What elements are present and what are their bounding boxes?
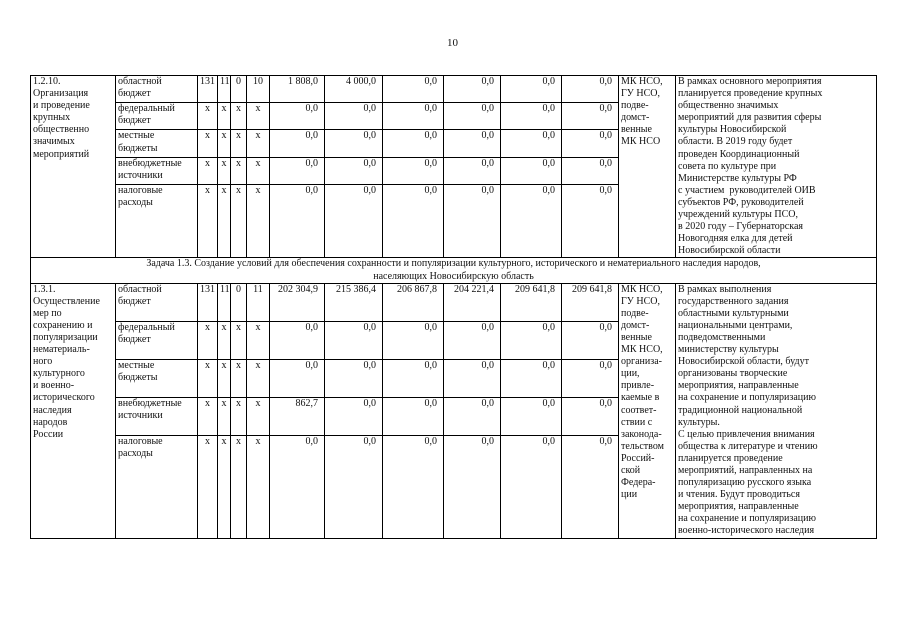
code-pr: x: [231, 184, 247, 258]
amount-y6: 0,0: [562, 321, 619, 359]
code-grbs: x: [198, 130, 218, 157]
funding-source: внебюджетные источники: [116, 157, 198, 184]
funding-source: налоговые расходы: [116, 184, 198, 258]
code-rz: 11: [218, 283, 231, 321]
amount-y1: 0,0: [270, 321, 325, 359]
code-grbs: x: [198, 397, 218, 435]
amount-y2: 0,0: [325, 359, 383, 397]
funding-source: областной бюджет: [116, 76, 198, 103]
amount-y2: 0,0: [325, 184, 383, 258]
code-grbs: x: [198, 157, 218, 184]
amount-y2: 0,0: [325, 321, 383, 359]
amount-y6: 0,0: [562, 359, 619, 397]
code-grbs: 131: [198, 283, 218, 321]
amount-y4: 0,0: [444, 157, 501, 184]
amount-y3: 0,0: [383, 321, 444, 359]
amount-y2: 0,0: [325, 103, 383, 130]
amount-y2: 0,0: [325, 397, 383, 435]
executor: МК НСО, ГУ НСО, подве- домст- венные МК НСО: [619, 76, 676, 258]
code-rz: 11: [218, 76, 231, 103]
executor: МК НСО, ГУ НСО, подве- домст- венные МК НСО, организа- ции, привле- каемые в соответ- ствии с законода- тельством Россий- ской Федера- ции: [619, 283, 676, 538]
funding-source: внебюджетные источники: [116, 397, 198, 435]
code-rz: x: [218, 130, 231, 157]
code-pr: 0: [231, 76, 247, 103]
amount-y3: 0,0: [383, 359, 444, 397]
amount-y6: 0,0: [562, 184, 619, 258]
code-pr: x: [231, 435, 247, 538]
code-pr: x: [231, 359, 247, 397]
amount-y1: 1 808,0: [270, 76, 325, 103]
funding-source: местные бюджеты: [116, 359, 198, 397]
amount-y6: 0,0: [562, 435, 619, 538]
amount-y5: 209 641,8: [501, 283, 562, 321]
code-csr: x: [247, 321, 270, 359]
code-csr: x: [247, 103, 270, 130]
code-grbs: 131: [198, 76, 218, 103]
code-pr: x: [231, 157, 247, 184]
amount-y3: 0,0: [383, 130, 444, 157]
program-table: [30, 75, 877, 539]
amount-y1: 0,0: [270, 103, 325, 130]
task-block: [31, 258, 877, 283]
amount-y4: 0,0: [444, 184, 501, 258]
code-csr: x: [247, 130, 270, 157]
code-rz: x: [218, 435, 231, 538]
code-rz: x: [218, 157, 231, 184]
amount-y5: 0,0: [501, 130, 562, 157]
funding-source: федеральный бюджет: [116, 103, 198, 130]
expected-result: В рамках выполнения государственного задания областными культурными национальными центрами, подведомственными министерству культуры Новосибирской области, будут организованы творческие мероприятия, направленные на сохранение и популяризацию традиционной национальной культуры. С целью привлечения внимания общества к литературе и чтению планируется проведение мероприятий, направленных на популяризацию русского языка и чтения. Будут проводиться мероприятия, направленные на сохранение и популяризацию военно-исторического наследия: [676, 283, 877, 538]
code-rz: x: [218, 103, 231, 130]
funding-source: налоговые расходы: [116, 435, 198, 538]
code-rz: x: [218, 359, 231, 397]
amount-y6: 0,0: [562, 397, 619, 435]
amount-y1: 862,7: [270, 397, 325, 435]
code-csr: x: [247, 435, 270, 538]
amount-y4: 204 221,4: [444, 283, 501, 321]
amount-y3: 0,0: [383, 157, 444, 184]
code-csr: 10: [247, 76, 270, 103]
measure-block: [31, 76, 877, 258]
amount-y2: 0,0: [325, 130, 383, 157]
amount-y5: 0,0: [501, 321, 562, 359]
code-csr: 11: [247, 283, 270, 321]
code-pr: x: [231, 103, 247, 130]
code-grbs: x: [198, 103, 218, 130]
amount-y4: 0,0: [444, 76, 501, 103]
code-rz: x: [218, 321, 231, 359]
amount-y4: 0,0: [444, 321, 501, 359]
amount-y3: 0,0: [383, 397, 444, 435]
measure-block: [31, 283, 877, 538]
amount-y3: 206 867,8: [383, 283, 444, 321]
amount-y2: 0,0: [325, 157, 383, 184]
amount-y2: 4 000,0: [325, 76, 383, 103]
amount-y1: 0,0: [270, 184, 325, 258]
measure-name: 1.3.1. Осуществление мер по сохранению и популяризации нематериаль- ного культурного и военно- исторического наследия народов России: [31, 283, 116, 538]
expected-result: В рамках основного мероприятия планируется проведение крупных общественно значимых мероприятий для развития сферы культуры Новосибирской области. В 2019 году будет проведен Координационный совета по культуре при Министерстве культуры РФ с участием руководителей ОИВ субъектов РФ, руководителей учреждений культуры ПСО, в 2020 году – Губернаторская Новогодняя елка для детей Новосибирской области: [676, 76, 877, 258]
amount-y5: 0,0: [501, 76, 562, 103]
task-heading: Задача 1.3. Создание условий для обеспечения сохранности и популяризации культурного, исторического и нематериального наследия народов, населяющих Новосибирскую область: [31, 258, 877, 283]
amount-y6: 209 641,8: [562, 283, 619, 321]
amount-y5: 0,0: [501, 103, 562, 130]
amount-y2: 0,0: [325, 435, 383, 538]
code-grbs: x: [198, 184, 218, 258]
funding-source: областной бюджет: [116, 283, 198, 321]
amount-y6: 0,0: [562, 157, 619, 184]
amount-y1: 202 304,9: [270, 283, 325, 321]
page-number: 10: [447, 37, 458, 49]
amount-y1: 0,0: [270, 157, 325, 184]
amount-y4: 0,0: [444, 435, 501, 538]
code-csr: x: [247, 397, 270, 435]
code-csr: x: [247, 157, 270, 184]
code-pr: x: [231, 130, 247, 157]
code-rz: x: [218, 184, 231, 258]
funding-row: [31, 283, 877, 321]
funding-source: местные бюджеты: [116, 130, 198, 157]
funding-source: федеральный бюджет: [116, 321, 198, 359]
amount-y1: 0,0: [270, 359, 325, 397]
amount-y5: 0,0: [501, 157, 562, 184]
amount-y6: 0,0: [562, 130, 619, 157]
amount-y3: 0,0: [383, 103, 444, 130]
amount-y4: 0,0: [444, 130, 501, 157]
code-pr: x: [231, 397, 247, 435]
amount-y1: 0,0: [270, 435, 325, 538]
amount-y5: 0,0: [501, 397, 562, 435]
code-rz: x: [218, 397, 231, 435]
amount-y5: 0,0: [501, 359, 562, 397]
amount-y6: 0,0: [562, 76, 619, 103]
amount-y1: 0,0: [270, 130, 325, 157]
amount-y3: 0,0: [383, 435, 444, 538]
amount-y5: 0,0: [501, 435, 562, 538]
amount-y4: 0,0: [444, 103, 501, 130]
funding-row: [31, 76, 877, 103]
amount-y5: 0,0: [501, 184, 562, 258]
code-grbs: x: [198, 321, 218, 359]
code-csr: x: [247, 359, 270, 397]
code-grbs: x: [198, 435, 218, 538]
amount-y4: 0,0: [444, 359, 501, 397]
measure-name: 1.2.10. Организация и проведение крупных общественно значимых мероприятий: [31, 76, 116, 258]
amount-y3: 0,0: [383, 76, 444, 103]
code-csr: x: [247, 184, 270, 258]
code-grbs: x: [198, 359, 218, 397]
amount-y2: 215 386,4: [325, 283, 383, 321]
code-pr: x: [231, 321, 247, 359]
amount-y6: 0,0: [562, 103, 619, 130]
amount-y3: 0,0: [383, 184, 444, 258]
code-pr: 0: [231, 283, 247, 321]
amount-y4: 0,0: [444, 397, 501, 435]
